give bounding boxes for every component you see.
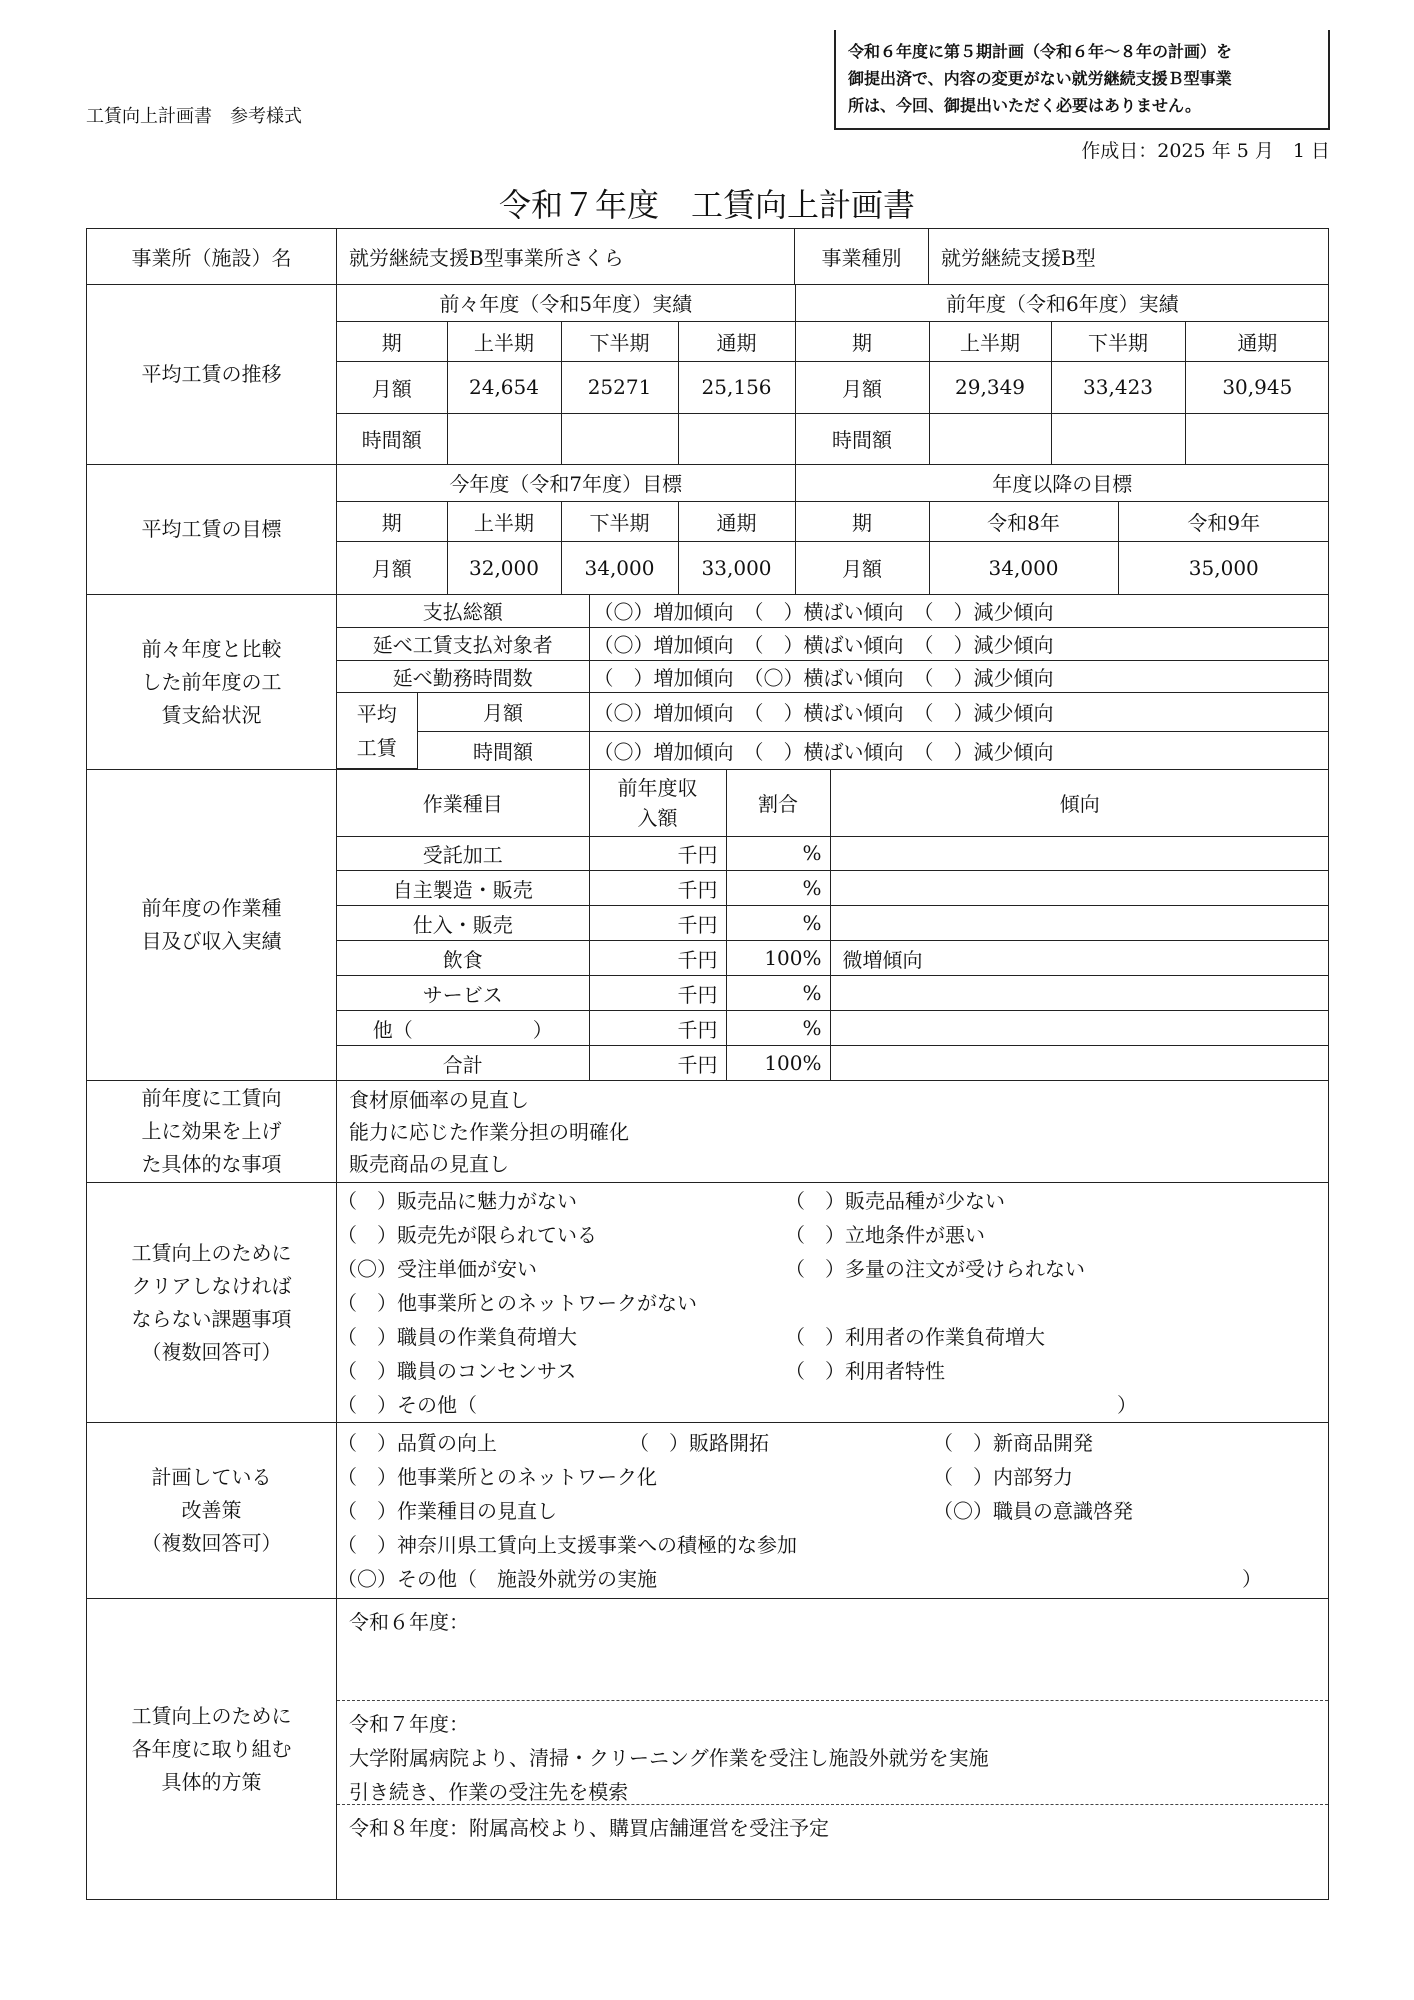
issues-options	[337, 1183, 1329, 1423]
work-item-total: 合計	[337, 1046, 589, 1080]
ratio-value: %	[726, 836, 830, 871]
col-second-half: 下半期	[1051, 321, 1185, 361]
col-full-year: 通期	[1185, 321, 1329, 361]
comparison-trend: （〇）増加傾向 （ ）横ばい傾向 （ ）減少傾向	[589, 731, 1329, 769]
issue-option[interactable]: （ ）利用者の作業負荷増大	[785, 1324, 1045, 1349]
col-second-half: 下半期	[561, 501, 678, 541]
wage-plan-table	[86, 228, 1329, 1900]
effective-item: 食材原価率の見直し	[349, 1087, 529, 1112]
this-year-target-header: 今年度（令和7年度）目標	[337, 465, 795, 501]
facility-row	[87, 229, 1329, 285]
col-period: 期	[337, 321, 447, 361]
target-reiwa8: 34,000	[929, 541, 1118, 594]
col-income: 前年度収 入額	[589, 770, 726, 836]
prev1-second-half-monthly: 33,423	[1051, 361, 1185, 413]
income-value: 千円	[589, 836, 726, 871]
comparison-item: 月額	[417, 693, 589, 731]
action-reiwa6: 令和６年度：	[337, 1599, 1328, 1701]
issues-label: 工賃向上のために クリアしなければ ならない課題事項 （複数回答可）	[87, 1183, 337, 1423]
col-period: 期	[795, 501, 929, 541]
col-first-half: 上半期	[447, 501, 561, 541]
issue-option[interactable]: （〇）受注単価が安い	[337, 1256, 537, 1281]
issue-option[interactable]: （ ）立地条件が悪い	[785, 1222, 985, 1247]
empty-cell	[678, 413, 795, 464]
notice-line: 所は、今回、御提出いただく必要はありません。	[848, 96, 1201, 115]
avg-wage-target-section	[87, 465, 1329, 595]
work-item: 飲食	[337, 941, 589, 976]
work-item: 自主製造・販売	[337, 871, 589, 906]
target-full-year: 33,000	[678, 541, 795, 594]
ratio-value: %	[726, 1011, 830, 1046]
empty-cell	[1051, 413, 1185, 464]
trend-value	[830, 1046, 1329, 1080]
comparison-label: 前々年度と比較 した前年度の工 賃支給状況	[87, 595, 337, 770]
actions-section	[87, 1599, 1329, 1900]
col-full-year: 通期	[678, 501, 795, 541]
target-first-half: 32,000	[447, 541, 561, 594]
issue-option[interactable]: （ ）職員のコンセンサス	[337, 1358, 577, 1383]
trend-value	[830, 871, 1329, 906]
comparison-trend: （〇）増加傾向 （ ）横ばい傾向 （ ）減少傾向	[589, 595, 1329, 627]
avg-wage-trend-label: 平均工賃の推移	[87, 285, 337, 465]
col-work-item: 作業種目	[337, 770, 589, 836]
measure-option[interactable]: （ ）他事業所とのネットワーク化	[337, 1464, 657, 1489]
trend-value	[830, 836, 1329, 871]
col-trend: 傾向	[830, 770, 1329, 836]
measure-option[interactable]: （〇）職員の意識啓発	[933, 1498, 1133, 1523]
measure-option[interactable]: （ ）販路開拓	[629, 1430, 769, 1455]
comparison-item: 支払総額	[337, 595, 589, 627]
empty-cell	[1185, 413, 1329, 464]
ratio-value: 100%	[726, 1046, 830, 1080]
row-hourly: 時間額	[795, 413, 929, 464]
col-first-half: 上半期	[447, 321, 561, 361]
trend-value: 微増傾向	[830, 941, 1329, 976]
measure-option[interactable]: （ ）新商品開発	[933, 1430, 1093, 1455]
facility-name: 就労継続支援B型事業所さくら	[337, 229, 795, 285]
col-second-half: 下半期	[561, 321, 678, 361]
measure-option[interactable]: （ ）神奈川県工賃向上支援事業への積極的な参加	[337, 1532, 797, 1557]
notice-box	[834, 30, 1330, 130]
empty-cell	[561, 413, 678, 464]
comparison-item: 延べ工賃支払対象者	[337, 627, 589, 660]
income-value: 千円	[589, 906, 726, 941]
issue-option-other[interactable]: （ ）その他（	[337, 1392, 477, 1417]
row-hourly: 時間額	[337, 413, 447, 464]
row-monthly: 月額	[795, 541, 929, 594]
effective-items	[337, 1081, 1329, 1183]
prev1-year-header: 前年度（令和6年度）実績	[795, 285, 1329, 321]
col-first-half: 上半期	[929, 321, 1051, 361]
issue-option[interactable]: （ ）他事業所とのネットワークがない	[337, 1290, 697, 1315]
col-ratio: 割合	[726, 770, 830, 836]
target-reiwa9: 35,000	[1118, 541, 1329, 594]
trend-value	[830, 976, 1329, 1011]
issue-option[interactable]: （ ）多量の注文が受けられない	[785, 1256, 1085, 1281]
work-income-label: 前年度の作業種 目及び収入実績	[87, 770, 337, 1081]
measures-label: 計画している 改善策 （複数回答可）	[87, 1423, 337, 1599]
comparison-item: 延べ勤務時間数	[337, 660, 589, 693]
effective-item: 能力に応じた作業分担の明確化	[349, 1119, 629, 1144]
ratio-value: %	[726, 871, 830, 906]
trend-value	[830, 906, 1329, 941]
issue-option[interactable]: （ ）販売品に魅力がない	[337, 1188, 577, 1213]
facility-name-label: 事業所（施設）名	[87, 229, 337, 285]
income-value: 千円	[589, 871, 726, 906]
income-value: 千円	[589, 1046, 726, 1080]
issue-option[interactable]: （ ）職員の作業負荷増大	[337, 1324, 577, 1349]
avg-wage-label: 平均 工賃	[337, 693, 417, 769]
actions-content	[337, 1599, 1329, 1900]
row-monthly: 月額	[795, 361, 929, 413]
income-value: 千円	[589, 976, 726, 1011]
empty-cell	[929, 413, 1051, 464]
target-second-half: 34,000	[561, 541, 678, 594]
trend-value	[830, 1011, 1329, 1046]
income-value: 千円	[589, 941, 726, 976]
work-income-section	[87, 770, 1329, 1081]
issues-section	[87, 1183, 1329, 1423]
effective-item: 販売商品の見直し	[349, 1151, 509, 1176]
col-reiwa8: 令和8年	[929, 501, 1118, 541]
work-item: 仕入・販売	[337, 906, 589, 941]
comparison-item: 時間額	[417, 731, 589, 769]
col-period: 期	[795, 321, 929, 361]
business-type-label: 事業種別	[795, 229, 929, 285]
row-monthly: 月額	[337, 361, 447, 413]
comparison-trend: （〇）増加傾向 （ ）横ばい傾向 （ ）減少傾向	[589, 693, 1329, 731]
comparison-section	[87, 595, 1329, 770]
action-reiwa7: 令和７年度： 大学附属病院より、清掃・クリーニング作業を受注し施設外就労を実施 引き続き、作業の受注先を模索	[337, 1701, 1328, 1805]
measure-option-other[interactable]: （〇）その他（ 施設外就労の実施	[337, 1566, 657, 1591]
actions-label: 工賃向上のために 各年度に取り組む 具体的方策	[87, 1599, 337, 1900]
document-form-label: 工賃向上計画書 参考様式	[86, 106, 302, 127]
issue-option[interactable]: （ ）販売品種が少ない	[785, 1188, 1005, 1213]
measure-option[interactable]: （ ）作業種目の見直し	[337, 1498, 557, 1523]
business-type: 就労継続支援B型	[929, 229, 1329, 285]
effective-section	[87, 1081, 1329, 1183]
empty-cell	[447, 413, 561, 464]
work-item: 受託加工	[337, 836, 589, 871]
ratio-value: %	[726, 976, 830, 1011]
measure-option[interactable]: （ ）品質の向上	[337, 1430, 497, 1455]
work-item: 他（ ）	[337, 1011, 589, 1046]
measure-option[interactable]: （ ）内部努力	[933, 1464, 1073, 1489]
prev2-first-half-monthly: 24,654	[447, 361, 561, 413]
col-period: 期	[337, 501, 447, 541]
notice-line: 令和６年度に第５期計画（令和６年～８年の計画）を	[848, 42, 1233, 61]
prev1-full-year-monthly: 30,945	[1185, 361, 1329, 413]
avg-wage-target-label: 平均工賃の目標	[87, 465, 337, 595]
income-value: 千円	[589, 1011, 726, 1046]
prev2-full-year-monthly: 25,156	[678, 361, 795, 413]
effective-label: 前年度に工賃向 上に効果を上げ た具体的な事項	[87, 1081, 337, 1183]
measures-section	[87, 1423, 1329, 1599]
avg-wage-trend-section	[87, 285, 1329, 465]
ratio-value: %	[726, 906, 830, 941]
comparison-trend: （〇）増加傾向 （ ）横ばい傾向 （ ）減少傾向	[589, 627, 1329, 660]
row-monthly: 月額	[337, 541, 447, 594]
ratio-value: 100%	[726, 941, 830, 976]
paren-close: ）	[1117, 1392, 1137, 1417]
page-title: 令和７年度 工賃向上計画書	[498, 186, 915, 224]
prev2-second-half-monthly: 25271	[561, 361, 678, 413]
col-reiwa9: 令和9年	[1118, 501, 1329, 541]
notice-line: 御提出済で、内容の変更がない就労継続支援Ｂ型事業	[848, 69, 1232, 88]
comparison-trend: （ ）増加傾向 （〇）横ばい傾向 （ ）減少傾向	[589, 660, 1329, 693]
future-target-header: 年度以降の目標	[795, 465, 1329, 501]
issue-option[interactable]: （ ）販売先が限られている	[337, 1222, 597, 1247]
work-item: サービス	[337, 976, 589, 1011]
prev2-year-header: 前々年度（令和5年度）実績	[337, 285, 795, 321]
measures-options	[337, 1423, 1329, 1599]
action-reiwa8: 令和８年度：附属高校より、購買店舗運営を受注予定	[349, 1816, 829, 1840]
paren-close: ）	[1242, 1566, 1262, 1591]
col-full-year: 通期	[678, 321, 795, 361]
created-date: 作成日：2025 年 5 月 1 日	[1081, 140, 1330, 162]
prev1-first-half-monthly: 29,349	[929, 361, 1051, 413]
issue-option[interactable]: （ ）利用者特性	[785, 1358, 945, 1383]
